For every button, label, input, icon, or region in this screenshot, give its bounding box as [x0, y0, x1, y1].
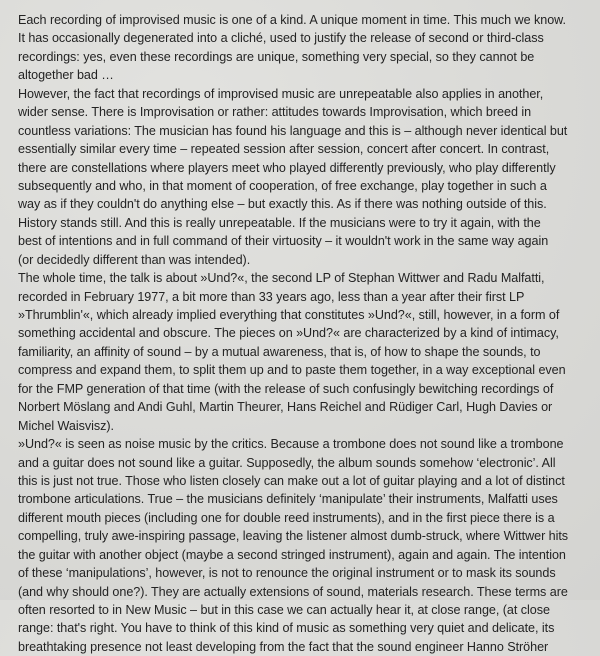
text-line: this is just not true. Those who listen closely can make out a lot of guitar playing and a lot of distinct [18, 473, 565, 488]
text-line: trombone articulations. True – the musicians definitely ‘manipulate’ their instruments, Malfatti uses [18, 492, 558, 507]
text-line: compress and expand them, to split them up and to paste them together, in a way exceptional even [18, 363, 566, 378]
text-line: of these ‘manipulations’, however, is not to renounce the original instrument or to mask its sounds [18, 566, 556, 581]
text-line: familiarity, an affinity of sound – by a mutual awareness, that is, of how to shape the sounds, to [18, 344, 541, 359]
text-line: and a guitar does not sound like a guitar. Supposedly, the album sounds somehow ‘electronic’. All [18, 455, 556, 470]
text-line: Each recording of improvised music is one of a kind. A unique moment in time. This much we know. [18, 13, 566, 27]
text-line: essentially similar every time – repeated session after session, concert after concert. In contrast, [18, 142, 550, 157]
text-line: Michel Waisvisz). [18, 418, 114, 433]
text-line: (or decidedly different than was intended). [18, 252, 251, 267]
text-line: way as if they couldn't do anything else – but exactly this. As if there was nothing outside of this. [18, 197, 547, 212]
text-line: altogether bad … [18, 68, 114, 83]
text-line: the guitar with another object (maybe a second stringed instrument), again and again. The intention [18, 547, 566, 562]
text-line: recordings: yes, even these recordings are unique, something very special, so they cannot be [18, 49, 535, 64]
text-line: subsequently and who, in that moment of cooperation, of free exchange, play together in such a [18, 178, 547, 193]
text-line: countless variations: The musician has found his language and this is – although never identical but [18, 123, 568, 138]
text-line: breathtaking presence not least developing from the fact that the sound engineer Hanno Ströher [18, 639, 549, 654]
text-line: range: that's right. You have to think of this kind of music as something very quiet and delicate, its [18, 621, 555, 636]
text-line: something accidental and obscure. The pieces on »Und?« are characterized by a kind of intimacy, [18, 326, 559, 341]
text-line: for the FMP generation of that time (with the release of such confusingly bewitching recordings of [18, 381, 554, 396]
text-line: compelling, truly awe-inspiring passage, leaving the listener almost dumb-struck, where Wittwer hits [18, 529, 569, 544]
text-line: »Und?« is seen as noise music by the critics. Because a trombone does not sound like a trombone [18, 437, 564, 452]
text-line: wider sense. There is Improvisation or rather: attitudes towards Improvisation, which breed in [18, 105, 532, 120]
text-line: best of intentions and in full command of their virtuosity – it wouldn't work in the same way again [18, 234, 549, 249]
text-line: recorded in February 1977, a bit more than 33 years ago, less than a year after their first LP [18, 289, 525, 304]
text-line: »Thrumblin'«, which already implied everything that constitutes »Und?«, still, however, in a form of [18, 308, 560, 322]
text-line: there are constellations where players meet who played differently previously, who play differently [18, 160, 556, 175]
document-page [18, 11, 586, 654]
text-line: The whole time, the talk is about »Und?«, the second LP of Stephan Wittwer and Radu Malfatti, [18, 271, 545, 286]
text-line: (and why should one?). They are actually extensions of sound, materials research. These terms are [18, 584, 568, 599]
text-line: However, the fact that recordings of improvised music are unrepeatable also applies in another, [18, 86, 544, 101]
text-line: different mouth pieces (including one for double reed instruments), and in the first piece there is a [18, 510, 555, 525]
text-line: Norbert Möslang and Andi Guhl, Martin Theurer, Hans Reichel and Rüdiger Carl, Hugh Davies or [18, 400, 553, 415]
text-line: History stands still. And this is really unrepeatable. If the musicians were to try it again, with the [18, 215, 541, 230]
text-line: It has occasionally degenerated into a cliché, used to justify the release of second or third-class [18, 31, 544, 46]
text-line: often resorted to in New Music – but in this case we can actually hear it, at close range, (at close [18, 603, 550, 617]
